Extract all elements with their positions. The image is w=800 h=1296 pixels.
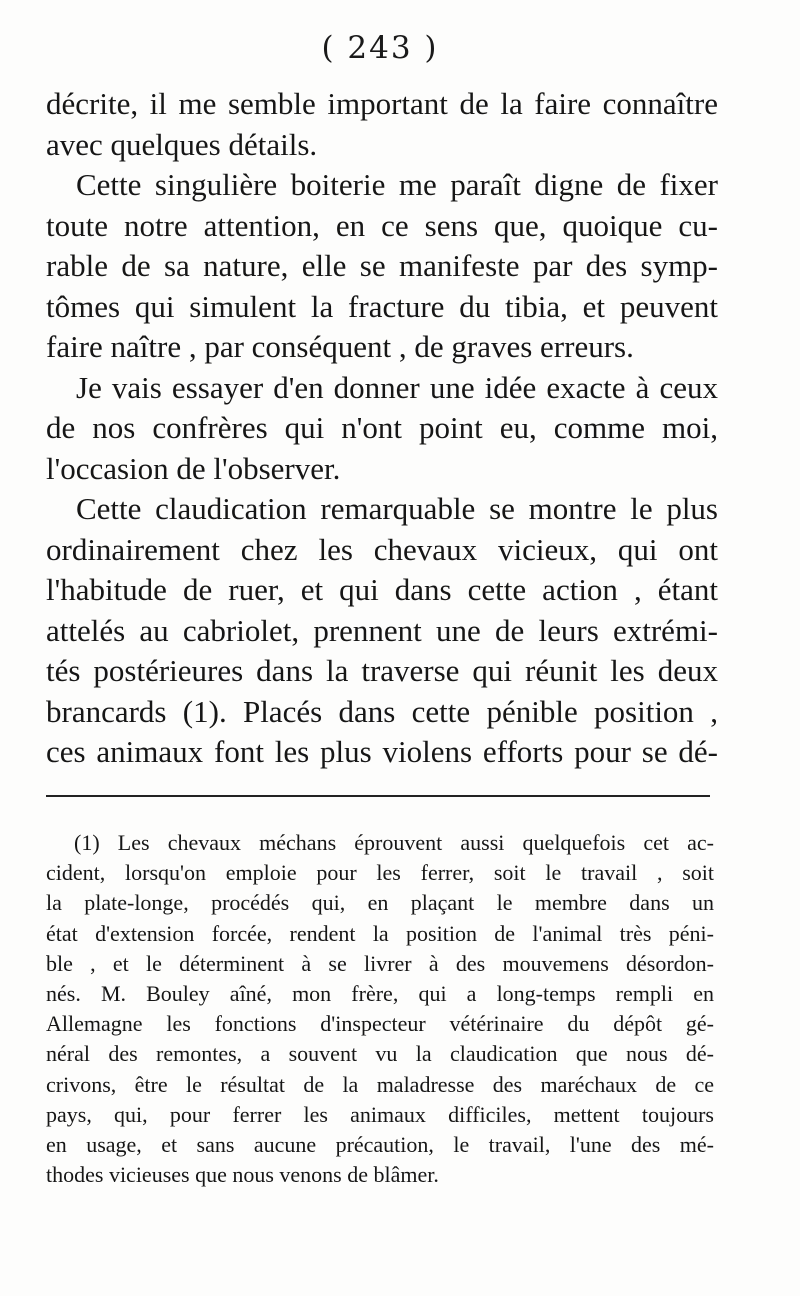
text-line: ordinairement chez les chevaux vicieux, qui ont bbox=[46, 531, 718, 567]
text-line: Cette claudication remarquable se montre le plus bbox=[76, 491, 718, 526]
footnote-line: néral des remontes, a souvent vu la claudication que nous dé- bbox=[46, 1041, 714, 1067]
text-line: brancards (1). Placés dans cette pénible position , bbox=[46, 693, 718, 729]
text-line: Cette singulière boiterie me paraît digne de fixer bbox=[76, 167, 718, 202]
footnote-line: thodes vicieuses que nous venons de blâmer. bbox=[46, 1162, 439, 1188]
footnote-line: Allemagne les fonctions d'inspecteur vétérinaire du dépôt gé- bbox=[46, 1011, 714, 1037]
text-line: tés postérieures dans la traverse qui réunit les deux bbox=[46, 653, 718, 688]
text-line: attelés au cabriolet, prennent une de leurs extrémi- bbox=[46, 612, 718, 648]
text-line: l'occasion de l'observer. bbox=[46, 450, 341, 486]
footnote-line: cident, lorsqu'on emploie pour les ferrer, soit le travail , soit bbox=[46, 860, 714, 886]
footnote-line: pays, qui, pour ferrer les animaux difficiles, mettent toujours bbox=[46, 1101, 714, 1127]
footnote-line: état d'extension forcée, rendent la position de l'animal très péni- bbox=[46, 920, 714, 946]
footnote-line: nés. M. Bouley aîné, mon frère, qui a long-temps rempli en bbox=[46, 981, 714, 1007]
text-line: faire naître , par conséquent , de graves erreurs. bbox=[46, 329, 634, 364]
text-line: l'habitude de ruer, et qui dans cette action , étant bbox=[46, 572, 718, 607]
footnote-line: la plate-longe, procédés qui, en plaçant le membre dans un bbox=[46, 890, 714, 916]
footnote-line: ble , et le déterminent à se livrer à des mouvemens désordon- bbox=[46, 950, 714, 976]
text-line: Je vais essayer d'en donner une idée exacte à ceux bbox=[76, 369, 718, 405]
footnote-line: (1) Les chevaux méchans éprouvent aussi quelquefois cet ac- bbox=[74, 830, 714, 855]
text-line: ces animaux font les plus violens efforts pour se dé- bbox=[46, 734, 718, 769]
footnote-divider bbox=[46, 795, 710, 797]
text-line: décrite, il me semble important de la faire connaître bbox=[46, 86, 718, 121]
text-line: avec quelques détails. bbox=[46, 126, 318, 162]
text-line: toute notre attention, en ce sens que, quoique cu- bbox=[46, 207, 718, 243]
text-line: de nos confrères qui n'ont point eu, comme moi, bbox=[46, 410, 718, 445]
footnote-line: en usage, et sans aucune précaution, le travail, l'une des mé- bbox=[46, 1132, 714, 1158]
text-line: tômes qui simulent la fracture du tibia, et peuvent bbox=[46, 288, 718, 324]
main-text bbox=[46, 84, 718, 773]
footnote bbox=[46, 828, 714, 1190]
text-line: rable de sa nature, elle se manifeste par des symp- bbox=[46, 248, 718, 283]
page-number: ( 243 ) bbox=[321, 30, 439, 66]
footnote-line: crivons, être le résultat de la maladresse des maréchaux de ce bbox=[46, 1071, 714, 1097]
